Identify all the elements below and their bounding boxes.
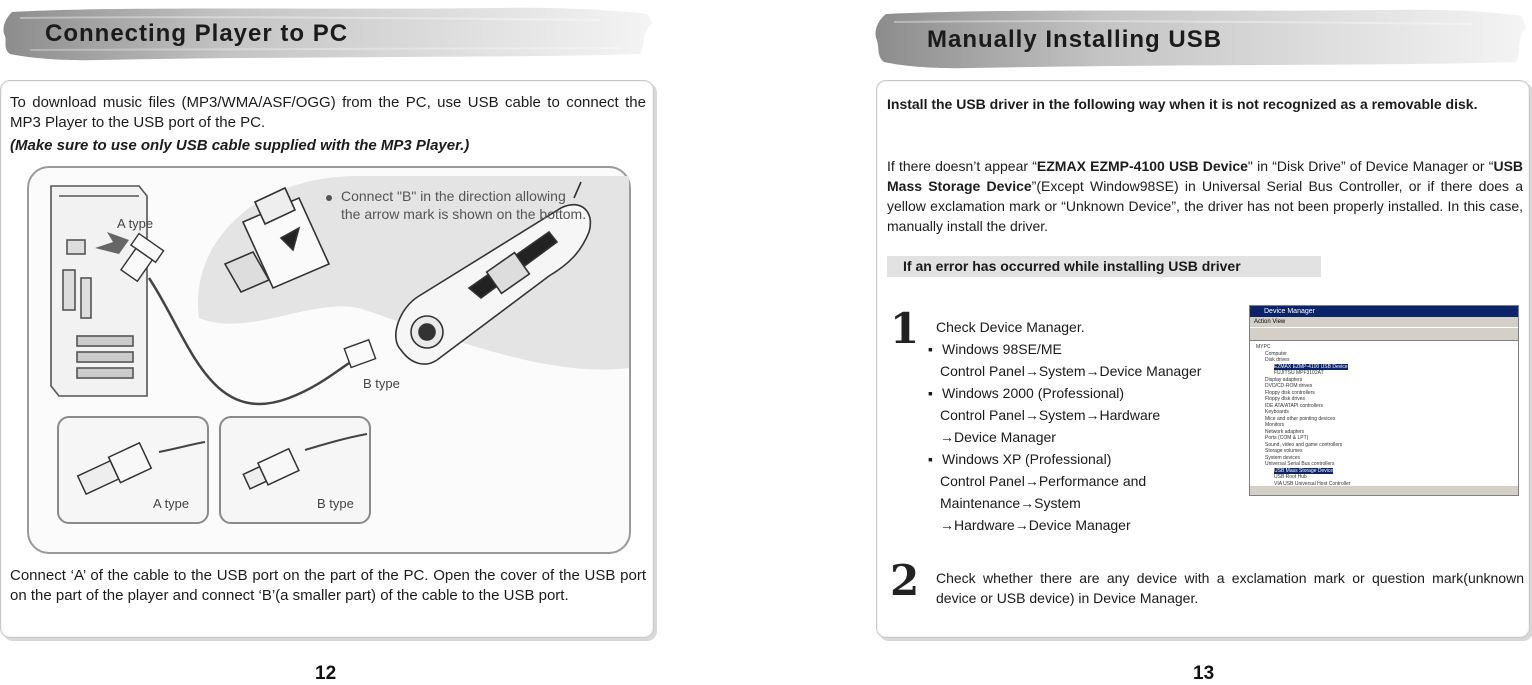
- b-type-label: B type: [363, 376, 400, 391]
- a-type-box-label: A type: [153, 496, 190, 511]
- dm-tree-item: Keyboards: [1265, 409, 1289, 415]
- win2000-label: Windows 2000 (Professional): [942, 385, 1125, 401]
- a-type-plug-box: [57, 416, 209, 524]
- device-manager-screenshot: [1249, 305, 1519, 496]
- dm-tree-item: FUJITSU MPF3102AT: [1274, 370, 1324, 376]
- b-type-plug-box: [219, 416, 371, 524]
- left-page-title: Connecting Player to PC: [45, 20, 349, 47]
- dm-tree-item: Floppy disk controllers: [1265, 389, 1315, 396]
- dm-tree-item: VIA USB Universal Host Controller: [1274, 480, 1351, 487]
- dm-tree-item: Mice and other pointing devices: [1265, 415, 1336, 422]
- winxp-path-1: Control Panel→Performance and: [940, 473, 1147, 489]
- dm-title-bar: [1250, 306, 1518, 317]
- left-intro-note: (Make sure to use only USB cable supplied with the MP3 Player.): [10, 137, 470, 154]
- winxp-label: Windows XP (Professional): [942, 451, 1112, 467]
- dm-tree-item: System devices: [1265, 454, 1301, 461]
- callout-line-1: Connect "B" in the direction allowing: [341, 188, 566, 204]
- dm-tree-item: IDE ATA/ATAPI controllers: [1265, 402, 1323, 409]
- dm-tree-item: Display adapters: [1265, 376, 1303, 383]
- win2000-path-2: →Device Manager: [940, 429, 1056, 445]
- body-text-part-2: " in “Disk Drive” of Device Manager or “: [1247, 158, 1494, 174]
- dm-tree-item: USB Root Hub: [1274, 474, 1307, 480]
- win98-item: ▪ Windows 98SE/ME: [928, 341, 1062, 357]
- callout-line-2: the arrow mark is shown on the bottom.: [341, 206, 587, 222]
- page-number-right: 13: [1193, 663, 1215, 684]
- right-page-title: Manually Installing USB: [927, 26, 1223, 53]
- dm-tree-item: DVD/CD-ROM drives: [1265, 383, 1313, 389]
- error-section-bar: If an error has occurred while installing USB driver: [887, 256, 1321, 277]
- b-type-box-label: B type: [317, 496, 354, 511]
- left-header-banner: [0, 4, 655, 62]
- win98-path: Control Panel→System→Device Manager: [940, 363, 1202, 379]
- a-type-label: A type: [117, 216, 154, 231]
- step-1-instructions: [928, 316, 1248, 536]
- dm-tree-item: Computer: [1265, 350, 1287, 357]
- win2000-item: ▪ Windows 2000 (Professional): [928, 385, 1125, 401]
- step-1-title: Check Device Manager.: [936, 319, 1085, 335]
- left-intro-text: To download music files (MP3/WMA/ASF/OGG) from the PC, use USB cable to connect the MP3 Player to the USB port of the PC.: [10, 94, 646, 131]
- dm-toolbar: [1250, 327, 1518, 341]
- dm-tree-item: Disk drives: [1265, 357, 1290, 363]
- dm-tree-item: MYPC: [1256, 344, 1271, 350]
- dm-tree-item: Monitors: [1265, 422, 1285, 428]
- page-number-left: 12: [315, 663, 337, 684]
- win98-label: Windows 98SE/ME: [942, 341, 1062, 357]
- right-intro-text: Install the USB driver in the following way when it is not recognized as a removable disk.: [887, 96, 1478, 112]
- body-text-part-1: If there doesn’t appear “: [887, 158, 1037, 174]
- winxp-path-2: Maintenance→System: [940, 495, 1081, 511]
- right-header-banner: [872, 4, 1527, 62]
- winxp-path-3: →Hardware→Device Manager: [940, 517, 1131, 533]
- step-2-text: Check whether there are any device with a exclamation mark or question mark(unknown device or USB device) in Device Manager.: [936, 570, 1524, 606]
- dm-tree-item: USB Mass Storage Device: [1274, 467, 1334, 474]
- dm-tree-item: Sound, video and game controllers: [1265, 441, 1343, 448]
- ezmax-device-name: EZMAX EZMP-4100 USB Device: [1036, 158, 1248, 174]
- winxp-item: ▪ Windows XP (Professional): [928, 451, 1112, 467]
- left-connect-text: Connect ‘A’ of the cable to the USB port on the part of the PC. Open the cover of the USB port on the part of the player and connect ‘B’(a smaller part) of the cable to the USB port.: [10, 567, 646, 604]
- dm-tree-item: Ports (COM & LPT): [1265, 435, 1309, 441]
- dm-device-tree: [1250, 342, 1518, 486]
- step-2-number: 2: [890, 556, 920, 605]
- dm-tree-item: EZMAX EZMP-4100 USB Device: [1274, 363, 1348, 370]
- dm-tree-item: Universal Serial Bus controllers: [1265, 461, 1335, 467]
- dm-menu-bar: Action View: [1250, 317, 1518, 327]
- connection-illustration: [27, 166, 631, 554]
- right-body-text: [887, 156, 1523, 236]
- dm-window-title: Device Manager: [1264, 308, 1315, 315]
- win2000-path-1: Control Panel→System→Hardware: [940, 407, 1161, 423]
- dm-tree-item: Storage volumes: [1265, 448, 1303, 454]
- body-text-part-3: ”(Except Window98SE) in Universal Serial Bus Controller, or if there does a yellow exclamation mark or “Unknown Device”, the driver has not been properly installed. In this case, manually install the driver.: [887, 178, 1523, 234]
- dm-tree-item: Network adapters: [1265, 428, 1305, 435]
- step-1-number: 1: [890, 304, 920, 353]
- dm-tree-item: Floppy disk drives: [1265, 396, 1306, 402]
- dm-status-bar: [1250, 486, 1518, 495]
- usb-mass-storage-name: USB Mass Storage Device: [887, 158, 1524, 194]
